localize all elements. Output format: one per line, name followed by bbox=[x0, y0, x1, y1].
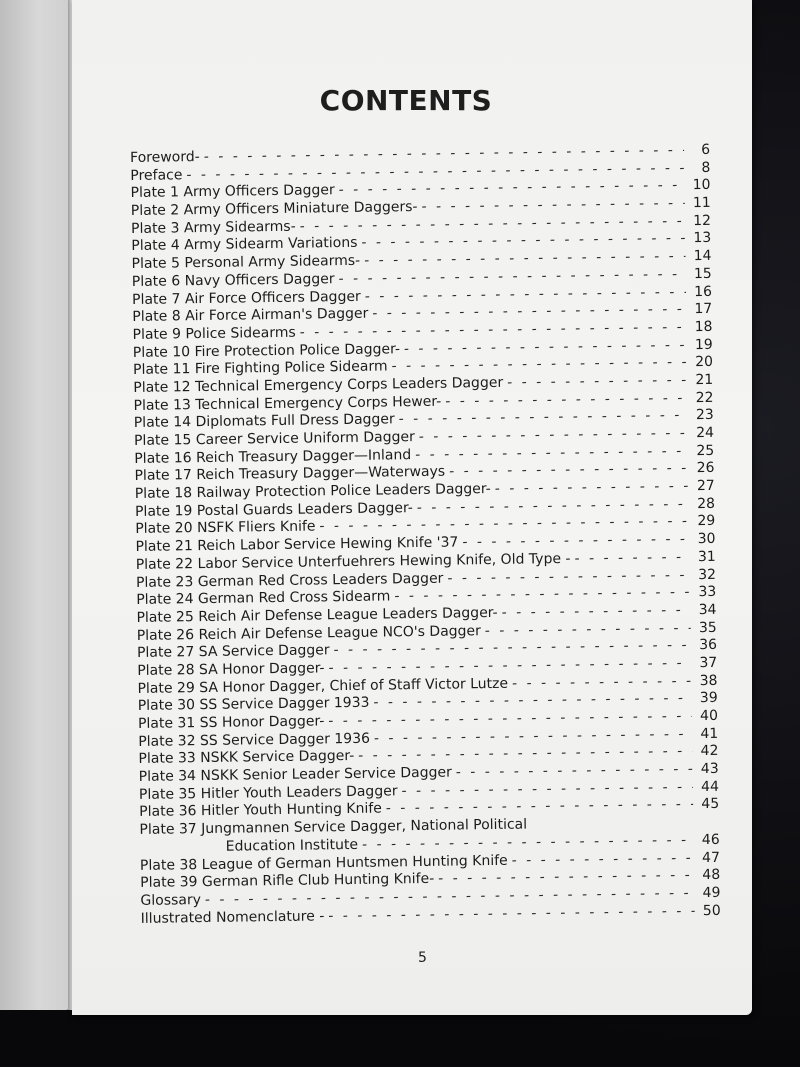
facing-page-edge bbox=[0, 0, 70, 1010]
toc-entry-title: Plate 20 NSFK Fliers Knife bbox=[135, 518, 316, 538]
dot-leader bbox=[485, 620, 691, 639]
dot-leader bbox=[438, 867, 694, 887]
toc-entry-title: Plate 26 Reich Air Defense League NCO's Dagger bbox=[136, 622, 481, 644]
toc-entry-title: Plate 9 Police Sidearms bbox=[132, 324, 296, 343]
dot-leader bbox=[502, 602, 691, 621]
toc-entry-page: 18 bbox=[694, 318, 713, 336]
page-number: 5 bbox=[418, 950, 427, 966]
toc-entry-page: 6 bbox=[701, 141, 711, 159]
toc-entry-title: Plate 12 Technical Emergency Corps Leaders Dagger bbox=[133, 374, 504, 396]
dot-leader bbox=[415, 443, 688, 463]
toc-entry-title: Plate 24 German Red Cross Sidearm bbox=[136, 588, 391, 609]
toc-entry-page: 40 bbox=[700, 707, 719, 725]
toc-entry-title: Plate 16 Reich Treasury Dagger—Inland bbox=[134, 446, 412, 467]
toc-entry-title: Plate 29 SA Honor Dagger, Chief of Staff Victor Lutze bbox=[137, 675, 509, 697]
toc-entry-title: Plate 13 Technical Emergency Corps Hewer- bbox=[133, 393, 442, 414]
dot-leader bbox=[394, 584, 690, 604]
dot-leader bbox=[421, 195, 685, 215]
toc-entry-page: 39 bbox=[699, 690, 718, 707]
toc-entry-page: 12 bbox=[693, 212, 712, 229]
toc-entry-page: 47 bbox=[701, 849, 721, 866]
dot-leader bbox=[445, 390, 687, 409]
toc-entry-page: 20 bbox=[695, 354, 714, 371]
toc-entry-page: 30 bbox=[697, 530, 716, 548]
toc-entry-title: Plate 27 SA Service Dagger bbox=[136, 642, 330, 662]
toc-entry-title: Plate 4 Army Sidearm Variations bbox=[131, 235, 358, 255]
dot-leader bbox=[512, 673, 692, 692]
dot-leader bbox=[495, 478, 689, 497]
toc-entry-page: 48 bbox=[702, 867, 721, 884]
toc-entry-page: 11 bbox=[692, 194, 711, 212]
toc-entry-page: 33 bbox=[698, 584, 717, 601]
toc-entry-title: Plate 2 Army Officers Miniature Daggers- bbox=[130, 199, 418, 220]
toc-entry-page: 35 bbox=[698, 619, 717, 636]
toc-entry-title: Plate 17 Reich Treasury Dagger—Waterways bbox=[134, 464, 446, 485]
toc-entry-page: 50 bbox=[702, 902, 721, 919]
toc-entry-title: Plate 32 SS Service Dagger 1936 bbox=[138, 730, 371, 750]
dot-leader bbox=[399, 408, 688, 428]
toc-entry-page: 17 bbox=[694, 301, 713, 318]
toc-entry-title: Plate 37 Jungmannen Service Dagger, National Political bbox=[139, 816, 528, 839]
dot-leader bbox=[404, 337, 687, 357]
toc-entry-title: Plate 31 SS Honor Dagger- bbox=[137, 713, 325, 732]
dot-leader bbox=[512, 850, 694, 869]
toc-entry-title: Plate 25 Reich Air Defense League Leaders Dagger- bbox=[136, 604, 498, 626]
page-title: CONTENTS bbox=[319, 84, 493, 117]
toc-entry-title: Plate 14 Diplomats Full Dress Dagger bbox=[133, 411, 395, 432]
dot-leader bbox=[449, 461, 689, 480]
toc-entry-page: 31 bbox=[697, 548, 716, 565]
toc-entry-title: Plate 11 Fire Fighting Police Sidearm bbox=[132, 358, 388, 379]
toc-entry-page: 22 bbox=[695, 389, 714, 406]
toc-entry-page: 25 bbox=[696, 442, 715, 459]
toc-entry-title: Illustrated Nomenclature - bbox=[140, 907, 325, 927]
toc-entry-page: 27 bbox=[696, 477, 715, 495]
toc-entry-title: Plate 3 Army Sidearms- bbox=[130, 218, 296, 237]
toc-entry-title: Education Institute bbox=[225, 836, 359, 855]
toc-entry-page: 8 bbox=[701, 159, 711, 176]
toc-entry-title: Glossary bbox=[140, 891, 202, 909]
toc-entry-page: 23 bbox=[695, 407, 714, 424]
toc-entry-title: Plate 28 SA Honor Dagger- bbox=[137, 660, 325, 679]
toc-entry-page: 42 bbox=[700, 743, 719, 760]
toc-entry-page: 16 bbox=[694, 283, 713, 300]
toc-entry-title: Plate 10 Fire Protection Police Dagger- bbox=[132, 340, 401, 361]
toc-entry-title: Plate 21 Reich Labor Service Hewing Knife '37 bbox=[135, 534, 459, 556]
toc-entry-title: Plate 39 German Rifle Club Hunting Knife- bbox=[140, 871, 435, 892]
toc-entry-page: 10 bbox=[692, 177, 711, 194]
toc-entry-page: 46 bbox=[701, 831, 720, 848]
dot-leader bbox=[372, 301, 686, 321]
table-of-contents bbox=[130, 142, 721, 928]
toc-entry-title: Plate 7 Air Force Officers Dagger bbox=[131, 288, 361, 308]
toc-entry-page: 15 bbox=[693, 265, 712, 282]
toc-entry-page: 14 bbox=[693, 248, 712, 265]
toc-entry-title: Plate 23 German Red Cross Leaders Dagger bbox=[135, 570, 444, 591]
dot-leader bbox=[507, 372, 687, 391]
toc-entry-page: 36 bbox=[699, 637, 718, 654]
toc-entry-title: Plate 18 Railway Protection Police Leaders Dagger- bbox=[134, 481, 491, 503]
toc-entry-page: 34 bbox=[698, 601, 717, 618]
toc-entry-title: Plate 5 Personal Army Sidearms- bbox=[131, 252, 361, 273]
toc-entry-title: Plate 6 Navy Officers Dagger bbox=[131, 270, 335, 290]
toc-entry-page: 44 bbox=[701, 778, 720, 795]
toc-entry-title: Plate 19 Postal Guards Leaders Dagger- bbox=[134, 499, 413, 520]
toc-entry-page: 24 bbox=[696, 424, 715, 442]
toc-entry-page: 38 bbox=[699, 672, 718, 689]
toc-entry-title: Plate 15 Career Service Uniform Dagger bbox=[133, 429, 415, 449]
toc-entry-title: Plate 38 League of German Huntsmen Hunting Knife bbox=[139, 852, 508, 874]
toc-entry-title: Plate 8 Air Force Airman's Dagger bbox=[132, 305, 369, 326]
toc-entry-page: 41 bbox=[700, 725, 719, 742]
dot-leader bbox=[462, 531, 689, 550]
toc-entry-page: 29 bbox=[697, 513, 716, 530]
dot-leader bbox=[417, 496, 689, 516]
toc-entry-title: Plate 22 Labor Service Unterfuehrers Hewing Knife, Old Type - bbox=[135, 550, 571, 573]
toc-entry-title: Plate 34 NSKK Senior Leader Service Dagger bbox=[138, 764, 452, 786]
dot-leader bbox=[401, 779, 693, 799]
toc-entry-title: Plate 33 NSKK Service Dagger- bbox=[138, 748, 355, 768]
dot-leader bbox=[419, 425, 688, 445]
dot-leader bbox=[447, 567, 690, 586]
toc-entry-page: 49 bbox=[702, 884, 721, 901]
toc-entry-page: 26 bbox=[696, 460, 715, 477]
toc-entry-title: Preface bbox=[130, 166, 183, 184]
toc-entry-title: Plate 35 Hitler Youth Leaders Dagger bbox=[138, 783, 398, 803]
toc-entry-title: Foreword- bbox=[130, 149, 200, 166]
toc-entry-page: 32 bbox=[698, 566, 717, 583]
toc-entry-page: 28 bbox=[697, 495, 716, 512]
toc-entry-page: 45 bbox=[701, 796, 720, 813]
dot-leader bbox=[456, 761, 693, 780]
toc-entry-title: Plate 30 SS Service Dagger 1933 bbox=[137, 695, 370, 715]
toc-entry-page: 37 bbox=[699, 654, 718, 672]
toc-entry-page: 21 bbox=[695, 371, 714, 389]
toc-entry-title: Plate 1 Army Officers Dagger bbox=[130, 182, 335, 202]
toc-entry-page: 19 bbox=[694, 336, 713, 353]
dot-leader bbox=[386, 797, 694, 817]
toc-entry-page: 43 bbox=[700, 760, 719, 778]
dot-leader bbox=[574, 549, 689, 567]
dot-leader bbox=[391, 354, 687, 374]
toc-entry-title: Plate 36 Hitler Youth Hunting Knife bbox=[139, 800, 382, 821]
toc-entry-page: 13 bbox=[693, 230, 712, 247]
